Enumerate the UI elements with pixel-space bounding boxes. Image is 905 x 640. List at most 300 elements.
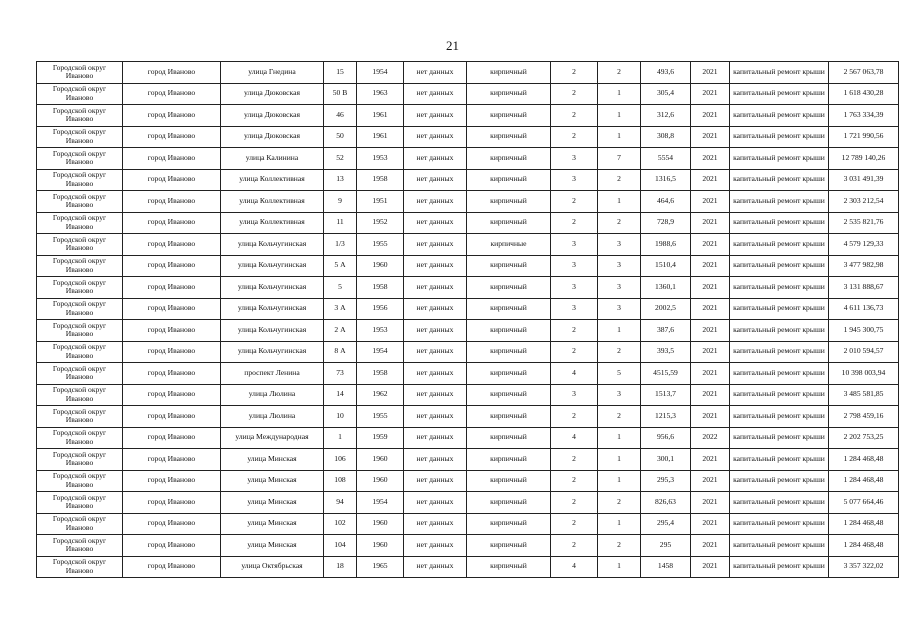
cell-plan-year: 2021 bbox=[691, 470, 730, 492]
cell-cost: 1 618 430,28 bbox=[829, 83, 899, 105]
cell-wall-material: кирпичный bbox=[467, 169, 551, 191]
cell-commission-year: нет данных bbox=[404, 191, 467, 213]
cell-plan-year: 2021 bbox=[691, 535, 730, 557]
cell-work-type: капитальный ремонт крыши bbox=[730, 148, 829, 170]
cell-street: улица Минская bbox=[221, 535, 324, 557]
cell-settlement: город Иваново bbox=[123, 298, 221, 320]
cell-work-type: капитальный ремонт крыши bbox=[730, 427, 829, 449]
cell-area: 295,4 bbox=[641, 513, 691, 535]
cell-area: 5554 bbox=[641, 148, 691, 170]
cell-cost: 2 567 063,78 bbox=[829, 62, 899, 84]
cell-house-number: 11 bbox=[324, 212, 357, 234]
cell-area: 493,6 bbox=[641, 62, 691, 84]
cell-settlement: город Иваново bbox=[123, 105, 221, 127]
table-row bbox=[37, 212, 899, 234]
cell-build-year: 1954 bbox=[357, 62, 404, 84]
table-row bbox=[37, 320, 899, 342]
cell-area: 1988,6 bbox=[641, 234, 691, 256]
cell-municipality: Городской округ Иваново bbox=[37, 62, 123, 84]
cell-municipality: Городской округ Иваново bbox=[37, 320, 123, 342]
cell-municipality: Городской округ Иваново bbox=[37, 535, 123, 557]
cell-entrances: 7 bbox=[598, 148, 641, 170]
cell-work-type: капитальный ремонт крыши bbox=[730, 406, 829, 428]
cell-house-number: 73 bbox=[324, 363, 357, 385]
cell-wall-material: кирпичный bbox=[467, 556, 551, 578]
cell-municipality: Городской округ Иваново bbox=[37, 277, 123, 299]
cell-wall-material: кирпичный bbox=[467, 320, 551, 342]
cell-entrances: 1 bbox=[598, 427, 641, 449]
cell-floors: 2 bbox=[551, 320, 598, 342]
cell-area: 464,6 bbox=[641, 191, 691, 213]
cell-municipality: Городской округ Иваново bbox=[37, 341, 123, 363]
cell-commission-year: нет данных bbox=[404, 363, 467, 385]
table-row bbox=[37, 105, 899, 127]
cell-street: проспект Ленина bbox=[221, 363, 324, 385]
cell-settlement: город Иваново bbox=[123, 62, 221, 84]
cell-area: 728,9 bbox=[641, 212, 691, 234]
table-row bbox=[37, 556, 899, 578]
cell-house-number: 14 bbox=[324, 384, 357, 406]
table-row bbox=[37, 341, 899, 363]
cell-wall-material: кирпичные bbox=[467, 234, 551, 256]
cell-floors: 3 bbox=[551, 277, 598, 299]
cell-cost: 4 611 136,73 bbox=[829, 298, 899, 320]
cell-build-year: 1960 bbox=[357, 255, 404, 277]
cell-municipality: Городской округ Иваново bbox=[37, 470, 123, 492]
cell-wall-material: кирпичный bbox=[467, 277, 551, 299]
cell-settlement: город Иваново bbox=[123, 492, 221, 514]
cell-municipality: Городской округ Иваново bbox=[37, 384, 123, 406]
cell-entrances: 3 bbox=[598, 384, 641, 406]
cell-floors: 2 bbox=[551, 535, 598, 557]
cell-cost: 1 721 990,56 bbox=[829, 126, 899, 148]
cell-wall-material: кирпичный bbox=[467, 427, 551, 449]
cell-area: 1513,7 bbox=[641, 384, 691, 406]
cell-work-type: капитальный ремонт крыши bbox=[730, 492, 829, 514]
cell-floors: 2 bbox=[551, 191, 598, 213]
cell-municipality: Городской округ Иваново bbox=[37, 298, 123, 320]
cell-area: 312,6 bbox=[641, 105, 691, 127]
cell-street: улица Кольчугинская bbox=[221, 341, 324, 363]
cell-entrances: 2 bbox=[598, 406, 641, 428]
table-row bbox=[37, 363, 899, 385]
cell-house-number: 5 bbox=[324, 277, 357, 299]
cell-entrances: 1 bbox=[598, 105, 641, 127]
table-row bbox=[37, 406, 899, 428]
cell-entrances: 1 bbox=[598, 191, 641, 213]
table-row bbox=[37, 298, 899, 320]
cell-floors: 3 bbox=[551, 384, 598, 406]
cell-build-year: 1960 bbox=[357, 513, 404, 535]
cell-cost: 2 202 753,25 bbox=[829, 427, 899, 449]
cell-cost: 3 485 581,85 bbox=[829, 384, 899, 406]
cell-commission-year: нет данных bbox=[404, 62, 467, 84]
cell-wall-material: кирпичный bbox=[467, 513, 551, 535]
cell-settlement: город Иваново bbox=[123, 427, 221, 449]
cell-house-number: 52 bbox=[324, 148, 357, 170]
cell-cost: 1 284 468,48 bbox=[829, 470, 899, 492]
cell-street: улица Международная bbox=[221, 427, 324, 449]
cell-municipality: Городской округ Иваново bbox=[37, 255, 123, 277]
cell-plan-year: 2021 bbox=[691, 212, 730, 234]
cell-street: улица Октябрьская bbox=[221, 556, 324, 578]
cell-street: улица Коллективная bbox=[221, 169, 324, 191]
cell-commission-year: нет данных bbox=[404, 492, 467, 514]
cell-build-year: 1955 bbox=[357, 234, 404, 256]
cell-settlement: город Иваново bbox=[123, 535, 221, 557]
cell-plan-year: 2021 bbox=[691, 298, 730, 320]
cell-settlement: город Иваново bbox=[123, 255, 221, 277]
cell-floors: 3 bbox=[551, 255, 598, 277]
cell-work-type: капитальный ремонт крыши bbox=[730, 363, 829, 385]
cell-entrances: 1 bbox=[598, 513, 641, 535]
cell-street: улица Кольчугинская bbox=[221, 298, 324, 320]
cell-cost: 4 579 129,33 bbox=[829, 234, 899, 256]
cell-commission-year: нет данных bbox=[404, 449, 467, 471]
cell-entrances: 2 bbox=[598, 492, 641, 514]
cell-wall-material: кирпичный bbox=[467, 535, 551, 557]
cell-house-number: 1 bbox=[324, 427, 357, 449]
cell-settlement: город Иваново bbox=[123, 384, 221, 406]
cell-street: улица Коллективная bbox=[221, 191, 324, 213]
cell-floors: 2 bbox=[551, 212, 598, 234]
cell-work-type: капитальный ремонт крыши bbox=[730, 535, 829, 557]
buildings-table bbox=[36, 61, 899, 578]
cell-commission-year: нет данных bbox=[404, 255, 467, 277]
cell-work-type: капитальный ремонт крыши bbox=[730, 341, 829, 363]
cell-floors: 2 bbox=[551, 126, 598, 148]
cell-area: 300,1 bbox=[641, 449, 691, 471]
cell-house-number: 108 bbox=[324, 470, 357, 492]
cell-municipality: Городской округ Иваново bbox=[37, 105, 123, 127]
cell-wall-material: кирпичный bbox=[467, 105, 551, 127]
cell-settlement: город Иваново bbox=[123, 126, 221, 148]
cell-plan-year: 2021 bbox=[691, 234, 730, 256]
cell-commission-year: нет данных bbox=[404, 341, 467, 363]
cell-cost: 10 398 003,94 bbox=[829, 363, 899, 385]
cell-work-type: капитальный ремонт крыши bbox=[730, 513, 829, 535]
cell-plan-year: 2021 bbox=[691, 449, 730, 471]
cell-commission-year: нет данных bbox=[404, 169, 467, 191]
cell-municipality: Городской округ Иваново bbox=[37, 191, 123, 213]
cell-wall-material: кирпичный bbox=[467, 363, 551, 385]
cell-entrances: 3 bbox=[598, 298, 641, 320]
page-number: 21 bbox=[446, 38, 459, 53]
table-row bbox=[37, 492, 899, 514]
cell-entrances: 5 bbox=[598, 363, 641, 385]
cell-work-type: капитальный ремонт крыши bbox=[730, 126, 829, 148]
cell-entrances: 3 bbox=[598, 255, 641, 277]
cell-house-number: 15 bbox=[324, 62, 357, 84]
cell-entrances: 2 bbox=[598, 212, 641, 234]
cell-work-type: капитальный ремонт крыши bbox=[730, 62, 829, 84]
cell-municipality: Городской округ Иваново bbox=[37, 492, 123, 514]
cell-cost: 2 010 594,57 bbox=[829, 341, 899, 363]
cell-house-number: 1/3 bbox=[324, 234, 357, 256]
cell-build-year: 1963 bbox=[357, 83, 404, 105]
cell-work-type: капитальный ремонт крыши bbox=[730, 449, 829, 471]
cell-plan-year: 2021 bbox=[691, 126, 730, 148]
cell-municipality: Городской округ Иваново bbox=[37, 234, 123, 256]
cell-plan-year: 2021 bbox=[691, 255, 730, 277]
cell-entrances: 1 bbox=[598, 126, 641, 148]
cell-entrances: 2 bbox=[598, 169, 641, 191]
cell-street: улица Калинина bbox=[221, 148, 324, 170]
cell-entrances: 2 bbox=[598, 535, 641, 557]
cell-municipality: Городской округ Иваново bbox=[37, 556, 123, 578]
cell-settlement: город Иваново bbox=[123, 277, 221, 299]
cell-floors: 4 bbox=[551, 427, 598, 449]
cell-area: 1215,3 bbox=[641, 406, 691, 428]
cell-commission-year: нет данных bbox=[404, 470, 467, 492]
cell-entrances: 1 bbox=[598, 556, 641, 578]
cell-cost: 1 763 334,39 bbox=[829, 105, 899, 127]
cell-area: 393,5 bbox=[641, 341, 691, 363]
cell-house-number: 5 А bbox=[324, 255, 357, 277]
cell-area: 308,8 bbox=[641, 126, 691, 148]
cell-municipality: Городской округ Иваново bbox=[37, 83, 123, 105]
cell-area: 4515,59 bbox=[641, 363, 691, 385]
cell-street: улица Кольчугинская bbox=[221, 234, 324, 256]
cell-wall-material: кирпичный bbox=[467, 148, 551, 170]
cell-cost: 1 945 300,75 bbox=[829, 320, 899, 342]
cell-wall-material: кирпичный bbox=[467, 255, 551, 277]
cell-plan-year: 2021 bbox=[691, 320, 730, 342]
cell-area: 956,6 bbox=[641, 427, 691, 449]
cell-work-type: капитальный ремонт крыши bbox=[730, 83, 829, 105]
cell-commission-year: нет данных bbox=[404, 277, 467, 299]
cell-floors: 2 bbox=[551, 470, 598, 492]
cell-plan-year: 2021 bbox=[691, 341, 730, 363]
cell-build-year: 1960 bbox=[357, 535, 404, 557]
cell-floors: 2 bbox=[551, 492, 598, 514]
cell-plan-year: 2021 bbox=[691, 105, 730, 127]
cell-entrances: 2 bbox=[598, 62, 641, 84]
cell-settlement: город Иваново bbox=[123, 234, 221, 256]
cell-plan-year: 2021 bbox=[691, 406, 730, 428]
cell-house-number: 18 bbox=[324, 556, 357, 578]
cell-house-number: 50 bbox=[324, 126, 357, 148]
cell-cost: 1 284 468,48 bbox=[829, 535, 899, 557]
cell-settlement: город Иваново bbox=[123, 406, 221, 428]
table-row bbox=[37, 126, 899, 148]
cell-work-type: капитальный ремонт крыши bbox=[730, 191, 829, 213]
cell-settlement: город Иваново bbox=[123, 470, 221, 492]
cell-street: улица Дюковская bbox=[221, 126, 324, 148]
cell-commission-year: нет данных bbox=[404, 83, 467, 105]
cell-build-year: 1958 bbox=[357, 169, 404, 191]
table-row bbox=[37, 234, 899, 256]
cell-floors: 2 bbox=[551, 341, 598, 363]
cell-wall-material: кирпичный bbox=[467, 191, 551, 213]
cell-entrances: 3 bbox=[598, 234, 641, 256]
cell-plan-year: 2021 bbox=[691, 513, 730, 535]
cell-entrances: 1 bbox=[598, 449, 641, 471]
cell-house-number: 46 bbox=[324, 105, 357, 127]
cell-cost: 2 535 821,76 bbox=[829, 212, 899, 234]
cell-wall-material: кирпичный bbox=[467, 492, 551, 514]
cell-build-year: 1961 bbox=[357, 126, 404, 148]
cell-build-year: 1952 bbox=[357, 212, 404, 234]
cell-street: улица Кольчугинская bbox=[221, 255, 324, 277]
cell-build-year: 1958 bbox=[357, 363, 404, 385]
cell-settlement: город Иваново bbox=[123, 341, 221, 363]
cell-area: 387,6 bbox=[641, 320, 691, 342]
cell-wall-material: кирпичный bbox=[467, 83, 551, 105]
cell-build-year: 1965 bbox=[357, 556, 404, 578]
cell-area: 1360,1 bbox=[641, 277, 691, 299]
cell-commission-year: нет данных bbox=[404, 513, 467, 535]
cell-municipality: Городской округ Иваново bbox=[37, 363, 123, 385]
cell-work-type: капитальный ремонт крыши bbox=[730, 169, 829, 191]
cell-floors: 2 bbox=[551, 513, 598, 535]
cell-plan-year: 2021 bbox=[691, 277, 730, 299]
cell-house-number: 13 bbox=[324, 169, 357, 191]
cell-cost: 1 284 468,48 bbox=[829, 513, 899, 535]
cell-work-type: капитальный ремонт крыши bbox=[730, 556, 829, 578]
cell-municipality: Городской округ Иваново bbox=[37, 148, 123, 170]
cell-floors: 3 bbox=[551, 148, 598, 170]
cell-plan-year: 2021 bbox=[691, 62, 730, 84]
cell-street: улица Минская bbox=[221, 449, 324, 471]
cell-area: 305,4 bbox=[641, 83, 691, 105]
cell-work-type: капитальный ремонт крыши bbox=[730, 320, 829, 342]
cell-wall-material: кирпичный bbox=[467, 341, 551, 363]
cell-plan-year: 2021 bbox=[691, 363, 730, 385]
table-row bbox=[37, 384, 899, 406]
cell-entrances: 3 bbox=[598, 277, 641, 299]
cell-area: 1510,4 bbox=[641, 255, 691, 277]
cell-floors: 3 bbox=[551, 234, 598, 256]
cell-build-year: 1959 bbox=[357, 427, 404, 449]
table-row bbox=[37, 255, 899, 277]
cell-house-number: 94 bbox=[324, 492, 357, 514]
cell-cost: 3 357 322,02 bbox=[829, 556, 899, 578]
cell-work-type: капитальный ремонт крыши bbox=[730, 212, 829, 234]
table-row bbox=[37, 513, 899, 535]
cell-work-type: капитальный ремонт крыши bbox=[730, 470, 829, 492]
cell-wall-material: кирпичный bbox=[467, 298, 551, 320]
cell-area: 1316,5 bbox=[641, 169, 691, 191]
cell-floors: 3 bbox=[551, 298, 598, 320]
cell-floors: 3 bbox=[551, 169, 598, 191]
cell-build-year: 1954 bbox=[357, 492, 404, 514]
table-row bbox=[37, 427, 899, 449]
cell-cost: 1 284 468,48 bbox=[829, 449, 899, 471]
cell-work-type: капитальный ремонт крыши bbox=[730, 298, 829, 320]
cell-entrances: 1 bbox=[598, 83, 641, 105]
cell-plan-year: 2021 bbox=[691, 83, 730, 105]
cell-commission-year: нет данных bbox=[404, 234, 467, 256]
cell-municipality: Городской округ Иваново bbox=[37, 126, 123, 148]
table-row bbox=[37, 535, 899, 557]
cell-house-number: 9 bbox=[324, 191, 357, 213]
cell-wall-material: кирпичный bbox=[467, 62, 551, 84]
table-body bbox=[37, 62, 899, 578]
cell-floors: 2 bbox=[551, 449, 598, 471]
cell-plan-year: 2021 bbox=[691, 191, 730, 213]
cell-settlement: город Иваново bbox=[123, 449, 221, 471]
cell-build-year: 1960 bbox=[357, 470, 404, 492]
cell-settlement: город Иваново bbox=[123, 513, 221, 535]
cell-build-year: 1960 bbox=[357, 449, 404, 471]
cell-area: 1458 bbox=[641, 556, 691, 578]
cell-area: 295,3 bbox=[641, 470, 691, 492]
cell-house-number: 50 В bbox=[324, 83, 357, 105]
cell-plan-year: 2022 bbox=[691, 427, 730, 449]
cell-commission-year: нет данных bbox=[404, 556, 467, 578]
cell-street: улица Кольчугинская bbox=[221, 277, 324, 299]
cell-municipality: Городской округ Иваново bbox=[37, 212, 123, 234]
cell-build-year: 1953 bbox=[357, 148, 404, 170]
cell-floors: 2 bbox=[551, 406, 598, 428]
cell-settlement: город Иваново bbox=[123, 83, 221, 105]
cell-floors: 2 bbox=[551, 83, 598, 105]
cell-house-number: 102 bbox=[324, 513, 357, 535]
cell-settlement: город Иваново bbox=[123, 212, 221, 234]
cell-entrances: 1 bbox=[598, 320, 641, 342]
cell-commission-year: нет данных bbox=[404, 535, 467, 557]
cell-street: улица Люлина bbox=[221, 406, 324, 428]
cell-work-type: капитальный ремонт крыши bbox=[730, 277, 829, 299]
cell-build-year: 1958 bbox=[357, 277, 404, 299]
cell-settlement: город Иваново bbox=[123, 556, 221, 578]
cell-build-year: 1955 bbox=[357, 406, 404, 428]
cell-house-number: 8 А bbox=[324, 341, 357, 363]
cell-work-type: капитальный ремонт крыши bbox=[730, 255, 829, 277]
cell-street: улица Минская bbox=[221, 513, 324, 535]
cell-municipality: Городской округ Иваново bbox=[37, 513, 123, 535]
table-row bbox=[37, 169, 899, 191]
cell-wall-material: кирпичный bbox=[467, 449, 551, 471]
cell-commission-year: нет данных bbox=[404, 126, 467, 148]
cell-cost: 2 303 212,54 bbox=[829, 191, 899, 213]
cell-area: 295 bbox=[641, 535, 691, 557]
cell-build-year: 1961 bbox=[357, 105, 404, 127]
table-row bbox=[37, 277, 899, 299]
cell-commission-year: нет данных bbox=[404, 148, 467, 170]
cell-work-type: капитальный ремонт крыши bbox=[730, 384, 829, 406]
cell-build-year: 1951 bbox=[357, 191, 404, 213]
cell-street: улица Минская bbox=[221, 470, 324, 492]
cell-street: улица Коллективная bbox=[221, 212, 324, 234]
cell-house-number: 3 А bbox=[324, 298, 357, 320]
table-row bbox=[37, 62, 899, 84]
cell-commission-year: нет данных bbox=[404, 384, 467, 406]
cell-work-type: капитальный ремонт крыши bbox=[730, 105, 829, 127]
cell-wall-material: кирпичный bbox=[467, 384, 551, 406]
cell-settlement: город Иваново bbox=[123, 320, 221, 342]
cell-cost: 3 131 888,67 bbox=[829, 277, 899, 299]
cell-commission-year: нет данных bbox=[404, 105, 467, 127]
cell-municipality: Городской округ Иваново bbox=[37, 427, 123, 449]
cell-entrances: 1 bbox=[598, 470, 641, 492]
cell-street: улица Минская bbox=[221, 492, 324, 514]
cell-street: улица Гнедина bbox=[221, 62, 324, 84]
cell-commission-year: нет данных bbox=[404, 427, 467, 449]
table-row bbox=[37, 191, 899, 213]
cell-build-year: 1956 bbox=[357, 298, 404, 320]
cell-cost: 5 077 664,46 bbox=[829, 492, 899, 514]
cell-entrances: 2 bbox=[598, 341, 641, 363]
cell-settlement: город Иваново bbox=[123, 191, 221, 213]
cell-municipality: Городской округ Иваново bbox=[37, 406, 123, 428]
cell-plan-year: 2021 bbox=[691, 384, 730, 406]
cell-cost: 3 477 982,98 bbox=[829, 255, 899, 277]
cell-commission-year: нет данных bbox=[404, 320, 467, 342]
cell-floors: 4 bbox=[551, 556, 598, 578]
cell-house-number: 10 bbox=[324, 406, 357, 428]
